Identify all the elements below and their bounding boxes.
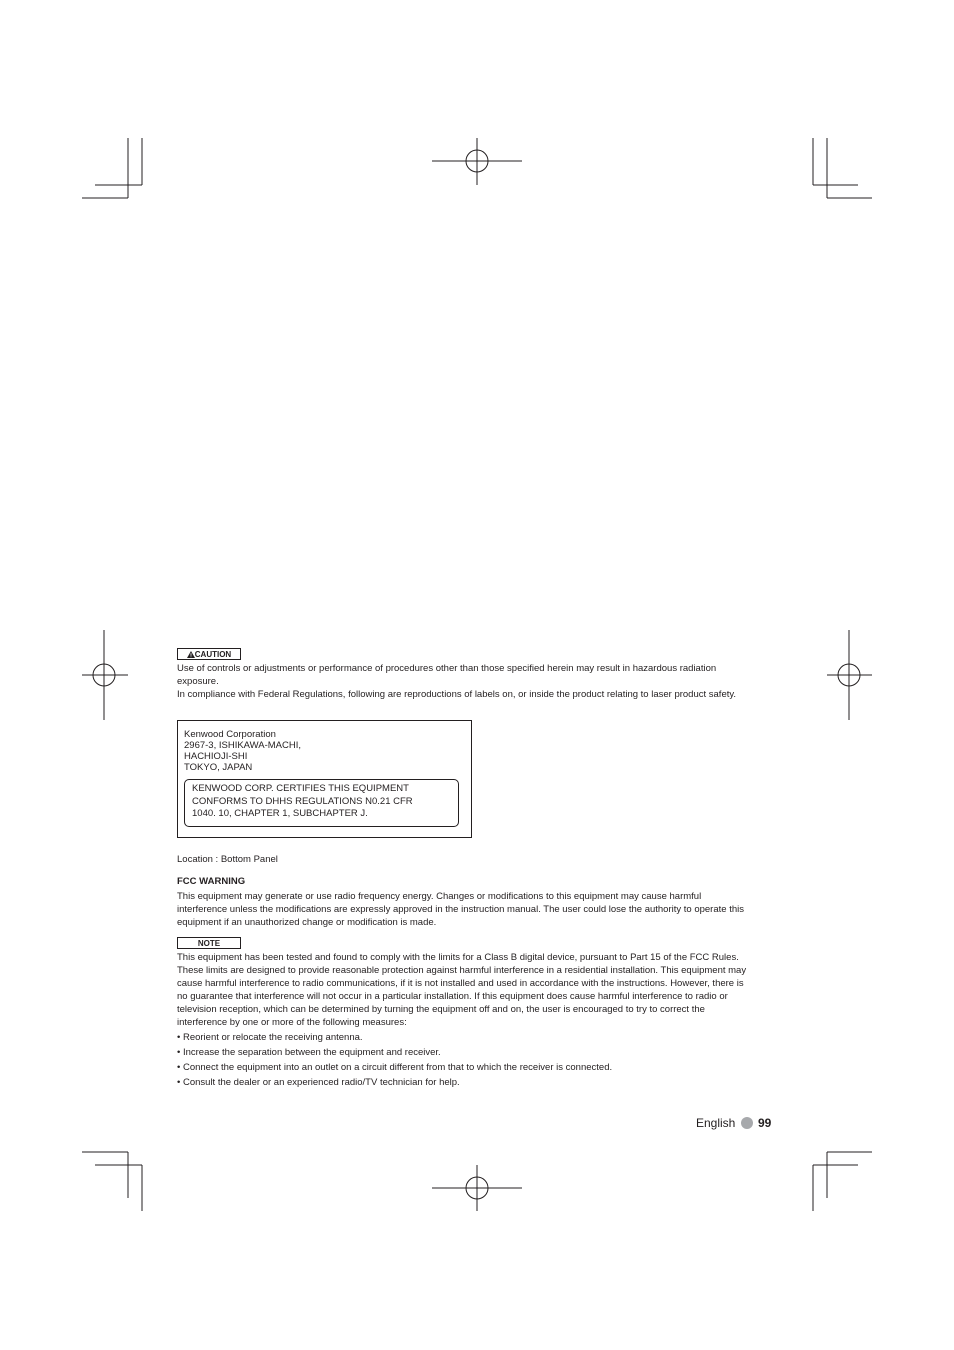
page-number: 99 — [758, 1116, 772, 1130]
fcc-warning-text: This equipment may generate or use radio frequency energy. Changes or modifications to this equipment may cause harmful interference unless the modifications are expressly approved in the instruction manual. The user could lose the authority to operate this equipment if an unauthorized change or modification is made. — [177, 891, 744, 928]
label-location: Location : Bottom Panel — [177, 854, 278, 865]
fcc-warning-heading: FCC WARNING — [177, 876, 246, 887]
certification-line-1: KENWOOD CORP. CERTIFIES THIS EQUIPMENT — [192, 783, 409, 794]
note-badge: NOTE — [177, 937, 241, 949]
footer-language: English — [696, 1116, 736, 1130]
certification-line-3: 1040. 10, CHAPTER 1, SUBCHAPTER J. — [192, 808, 368, 819]
label-company: Kenwood Corporation — [184, 729, 276, 740]
note-text: This equipment has been tested and found to comply with the limits for a Class B digital device, pursuant to Part 15 of the FCC Rules. These limits are designed to provide reasonable protection against harmful interference in a residential installation. This equipment may cause harmful interference to radio communications, if it is not installed and used in accordance with the instructions. However, there is no guarantee that interference will not occur in a particular installation. If this equipment does cause harmful interference to radio or television reception, which can be determined by turning the equipment off and on, the user is encouraged to try to correct the interference by one or more of the following measures: — [177, 952, 747, 1028]
label-address-3: TOKYO, JAPAN — [184, 762, 253, 773]
warning-triangle-icon — [187, 651, 195, 658]
label-address-1: 2967-3, ISHIKAWA-MACHI, — [184, 740, 302, 751]
page-dot-icon — [741, 1117, 753, 1129]
list-item: • Increase the separation between the equipment and receiver. — [177, 1047, 441, 1058]
list-item: • Consult the dealer or an experienced radio/TV technician for help. — [177, 1077, 460, 1088]
list-item: • Reorient or relocate the receiving antenna. — [177, 1032, 363, 1043]
caution-paragraph-1: Use of controls or adjustments or performance of procedures other than those specified herein may result in hazardous radiation exposure. — [177, 663, 717, 687]
certification-line-2: CONFORMS TO DHHS REGULATIONS N0.21 CFR — [192, 795, 413, 807]
list-item: • Connect the equipment into an outlet on a circuit different from that to which the receiver is connected. — [177, 1062, 613, 1073]
label-address-2: HACHIOJI-SHI — [184, 751, 248, 762]
caution-badge — [177, 648, 241, 660]
caution-label: CAUTION — [194, 650, 232, 659]
caution-paragraph-2: In compliance with Federal Regulations, following are reproductions of labels on, or inside the product relating to laser product safety. — [177, 689, 737, 700]
